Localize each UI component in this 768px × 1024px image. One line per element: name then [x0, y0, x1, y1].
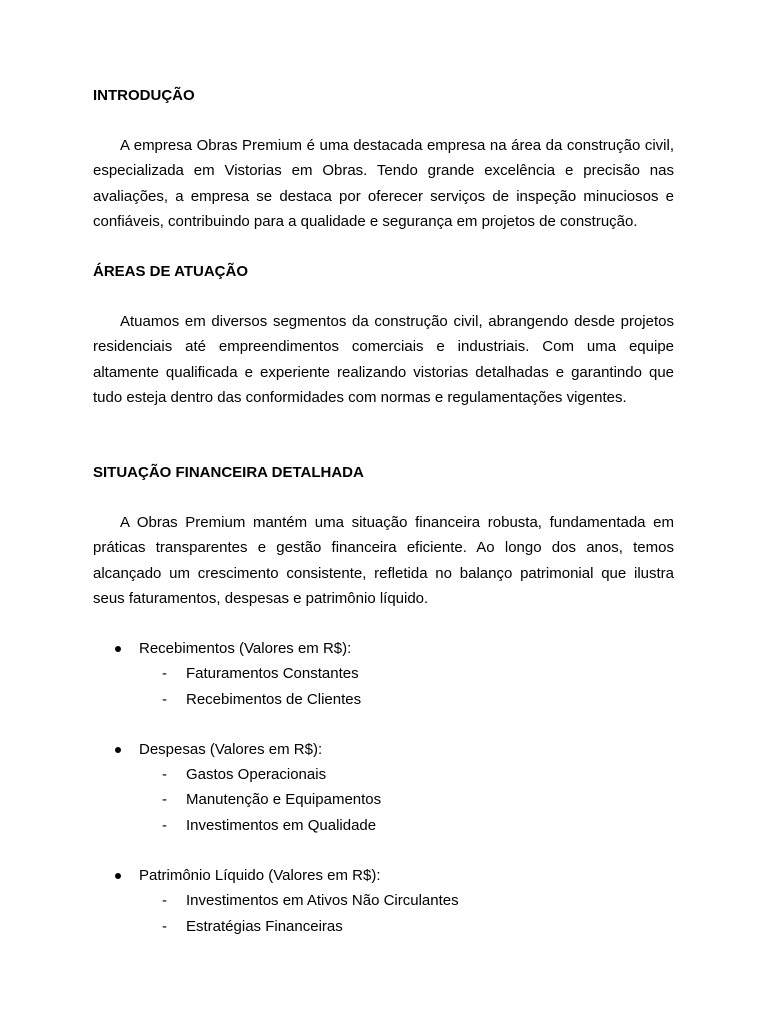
- bullet-icon: [115, 873, 121, 879]
- section-paragraph-areas-de-atuacao: Atuamos em diversos segmentos da construção civil, abrangendo desde projetos residenciais até empreendimentos comerciais e industriais. Com uma equipe altamente qualificada e experiente realizando vistorias detalhadas e garantindo que tudo esteja dentro das conformidades com normas e regulamentações vigentes.: [93, 313, 674, 406]
- section-heading-introducao: INTRODUÇÃO: [93, 87, 195, 104]
- list-item-label: Recebimentos (Valores em R$):: [139, 640, 352, 657]
- dash-icon: -: [162, 791, 167, 808]
- bullet-icon: [115, 747, 121, 753]
- dash-icon: -: [162, 918, 167, 935]
- list-item-label: Patrimônio Líquido (Valores em R$):: [139, 867, 381, 884]
- section-heading-areas-de-atuacao: ÁREAS DE ATUAÇÃO: [93, 263, 249, 280]
- sub-list-item-label: Faturamentos Constantes: [186, 665, 359, 682]
- section-heading-situacao-financeira: SITUAÇÃO FINANCEIRA DETALHADA: [93, 464, 364, 481]
- section-paragraph-introducao: A empresa Obras Premium é uma destacada empresa na área da construção civil, especializada em Vistorias em Obras. Tendo grande excelência e precisão nas avaliações, a empresa se destaca por oferecer serviços de inspeção minuciosos e confiáveis, contribuindo para a qualidade e segurança em projetos de construção.: [93, 137, 674, 230]
- bullet-icon: [115, 646, 121, 652]
- sub-list-item-label: Estratégias Financeiras: [186, 918, 343, 935]
- dash-icon: -: [162, 817, 167, 834]
- dash-icon: -: [162, 665, 167, 682]
- sub-list-item-label: Investimentos em Ativos Não Circulantes: [186, 892, 459, 909]
- sub-list-item-label: Recebimentos de Clientes: [186, 691, 362, 708]
- sub-list-item-label: Manutenção e Equipamentos: [186, 791, 382, 808]
- dash-icon: -: [162, 691, 167, 708]
- sub-list-item-label: Gastos Operacionais: [186, 766, 327, 783]
- section-paragraph-situacao-financeira: A Obras Premium mantém uma situação financeira robusta, fundamentada em práticas transparentes e gestão financeira eficiente. Ao longo dos anos, temos alcançado um crescimento consistente, refletida no balanço patrimonial que ilustra seus faturamentos, despesas e patrimônio líquido.: [93, 514, 674, 607]
- sub-list-item-label: Investimentos em Qualidade: [186, 817, 377, 834]
- dash-icon: -: [162, 766, 167, 783]
- list-item-label: Despesas (Valores em R$):: [139, 741, 323, 758]
- dash-icon: -: [162, 892, 167, 909]
